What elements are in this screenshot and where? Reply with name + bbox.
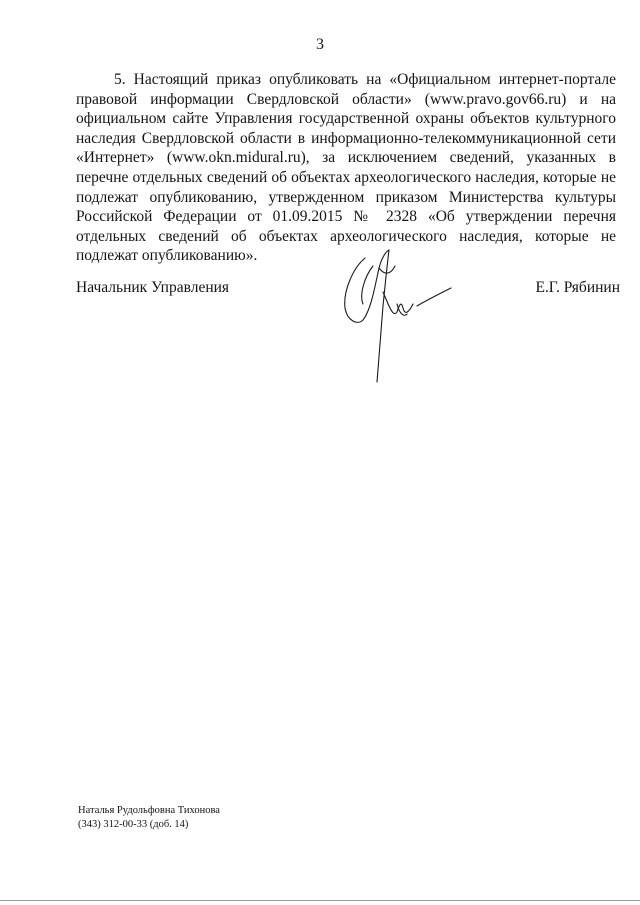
signatory-position: Начальник Управления — [76, 279, 230, 296]
executor-phone: (343) 312-00-33 (доб. 14) — [78, 819, 189, 830]
executor-name: Наталья Рудольфовна Тихонова — [78, 805, 220, 816]
page-number: 3 — [316, 36, 324, 53]
paragraph-5: 5. Настоящий приказ опубликовать на «Официальном интернет-портале правовой информации Свердловской области» (www.pravo.gov66.ru) и на официальном сайте Управления государственной охраны объектов культурного наследия Свердловской области в информационно-телекоммуникационной сети «Интернет» (www.okn.midural.ru), за исключением сведений, указанных в перечне отдельных сведений об объектах археологического наследия, которые не подлежат опубликованию, утвержденном приказом Министерства культуры Российской Федерации от 01.09.2015 № 2328 «Об утверждении перечня отдельных сведений об объектах археологического наследия, которые не подлежат опубликованию». — [76, 71, 616, 265]
executor-block — [78, 804, 220, 832]
handwritten-signature — [335, 246, 465, 386]
page-edge-divider — [0, 900, 640, 901]
signatory-name: Е.Г. Рябинин — [535, 279, 620, 296]
